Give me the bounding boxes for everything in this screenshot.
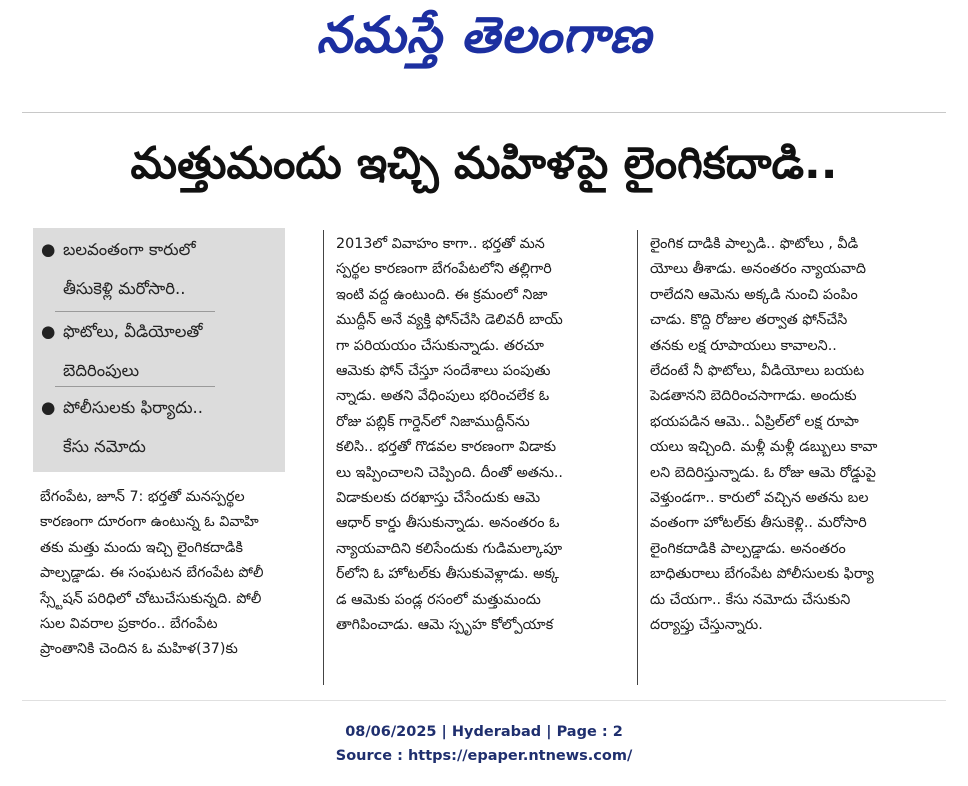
text-line: ఆధార్ కార్డు తీసుకున్నాడు. అనంతరం ఓ (336, 515, 560, 532)
text-line: డ ఆమెకు పండ్ల రసంలో మత్తుమందు (336, 591, 541, 608)
highlight-box (33, 228, 285, 472)
text-line: ఆమెకు ఫోన్ చేస్తూ సందేశాలు పంపుతు (336, 363, 551, 380)
text-line: 2013లో వివాహం కాగా.. భర్తతో మన (336, 236, 545, 252)
bottom-divider (22, 700, 946, 701)
highlight-separator (55, 386, 215, 387)
text-line: న్నాడు. అతని వేధింపులు భరించలేక ఓ (336, 388, 550, 405)
text-line: ఇంటి వద్ద ఉంటుంది. ఈ క్రమంలో నిజా (336, 286, 548, 303)
text-line: లైంగికదాడికి పాల్పడ్డాడు. అనంతరం (650, 540, 846, 557)
text-line: పాల్పడ్డాడు. ఈ సంఘటన బేగంపేట పోలీ (40, 565, 264, 582)
top-divider (22, 112, 946, 113)
text-line: దర్యాప్తు చేస్తున్నారు. (650, 617, 763, 634)
masthead-logo: నమస్తే తెలంగాణ (316, 6, 652, 64)
text-line: బాధితురాలు బేగంపేట పోలీసులకు ఫిర్యా (650, 566, 874, 583)
highlight-item: ● ఫొటోలు, వీడియోలతో బెదిరింపులు (41, 312, 271, 390)
text-line: బేగంపేట, జూన్ 7: భర్తతో మనస్పర్థల (40, 489, 245, 505)
article-column-2 (336, 232, 626, 639)
text-line: కలిసి.. భర్తతో గొడవల కారణంగా విడాకు (336, 439, 557, 456)
text-line: స్స్టేషన్ పరిధిలో చోటుచేసుకున్నది. పోలీ (40, 590, 262, 607)
footer-date-line: 08/06/2025 | Hyderabad | Page : 2 (345, 724, 623, 740)
text-line: తకు మత్తు మందు ఇచ్చి లైంగికదాడికి (40, 539, 243, 556)
text-line: చాడు. కొద్ది రోజుల తర్వాత ఫోన్‌చేసి (650, 312, 848, 329)
text-line: రాలేదని ఆమెను అక్కడి నుంచి పంపిం (650, 286, 858, 303)
text-line: ముద్దీన్ అనే వ్యక్తి ఫోన్‌చేసి డెలివరీ బాయ్ (336, 312, 563, 329)
headline: మత్తుమందు ఇచ్చి మహిళపై లైంగికదాడి.. (130, 138, 838, 189)
text-line: యలు ఇచ్చింది. మళ్లీ మళ్లీ డబ్బులు కావా (650, 439, 878, 456)
bullet-icon: ● (41, 322, 56, 341)
text-line: లని బెదిరిస్తున్నాడు. ఓ రోజు ఆమె రోడ్డుపై (650, 464, 876, 481)
text-line: వంతంగా హోటల్‌కు తీసుకెళ్లి.. మరోసారి (650, 515, 867, 532)
bullet-icon: ● (41, 240, 56, 259)
text-line: లైంగిక దాడికి పాల్పడి.. ఫొటోలు , వీడి (650, 236, 859, 252)
article-column-1 (40, 485, 310, 663)
masthead (0, 0, 968, 80)
text-line: పెడతానని బెదిరించసాగాడు. అందుకు (650, 388, 857, 405)
text-line: కారణంగా దూరంగా ఉంటున్న ఓ వివాహి (40, 514, 259, 531)
text-line: విడాకులకు దరఖాస్తు చేసేందుకు ఆమె (336, 490, 541, 507)
article-column-3 (650, 232, 942, 639)
text-line: యోలు తీశాడు. అనంతరం న్యాయవాది (650, 261, 866, 278)
column-divider (637, 230, 638, 685)
footer-source-line: Source : https://epaper.ntnews.com/ (335, 748, 633, 764)
text-line: రోజు పబ్లిక్ గార్డెన్‌లో నిజాముద్దీన్‌ను (336, 413, 530, 430)
text-line: తాగిపించాడు. ఆమె స్పృహ కోల్పోయాక (336, 617, 554, 634)
text-line: లేదంటే నీ ఫొటోలు, వీడియోలు బయట (650, 363, 865, 380)
text-line: వెళ్తుండగా.. కారులో వచ్చిన అతను బల (650, 490, 869, 507)
text-line: ర్‌లోని ఓ హోటల్‌కు తీసుకువెళ్లాడు. అక్క (336, 566, 559, 583)
bullet-icon: ● (41, 398, 56, 417)
text-line: తనకు లక్ష రూపాయలు కావాలని.. (650, 337, 837, 354)
text-line: లు ఇప్పించాలని చెప్పింది. దీంతో అతను.. (336, 464, 563, 481)
text-line: గా పరియయం చేసుకున్నాడు. తరచూ (336, 337, 544, 354)
text-line: న్యాయవాదిని కలిసేందుకు గుడిమల్కాపూ (336, 540, 563, 557)
text-line: ప్రాంతానికి చెందిన ఓ మహిళ(37)కు (40, 641, 238, 658)
highlight-item: ● బలవంతంగా కారులో తీసుకెళ్లి మరోసారి.. (41, 230, 271, 308)
text-line: స్పర్థల కారణంగా బేగంపేటలోని తల్లిగారి (336, 261, 552, 278)
highlight-item: ● పోలీసులకు ఫిర్యాదు.. కేసు నమోదు (41, 388, 271, 466)
text-line: దు చేయగా.. కేసు నమోదు చేసుకుని (650, 591, 851, 608)
text-line: భయపడిన ఆమె.. ఏప్రిల్‌లో లక్ష రూపా (650, 413, 859, 430)
column-divider (323, 230, 324, 685)
text-line: సుల వివరాల ప్రకారం.. బేగంపేట (40, 616, 218, 633)
